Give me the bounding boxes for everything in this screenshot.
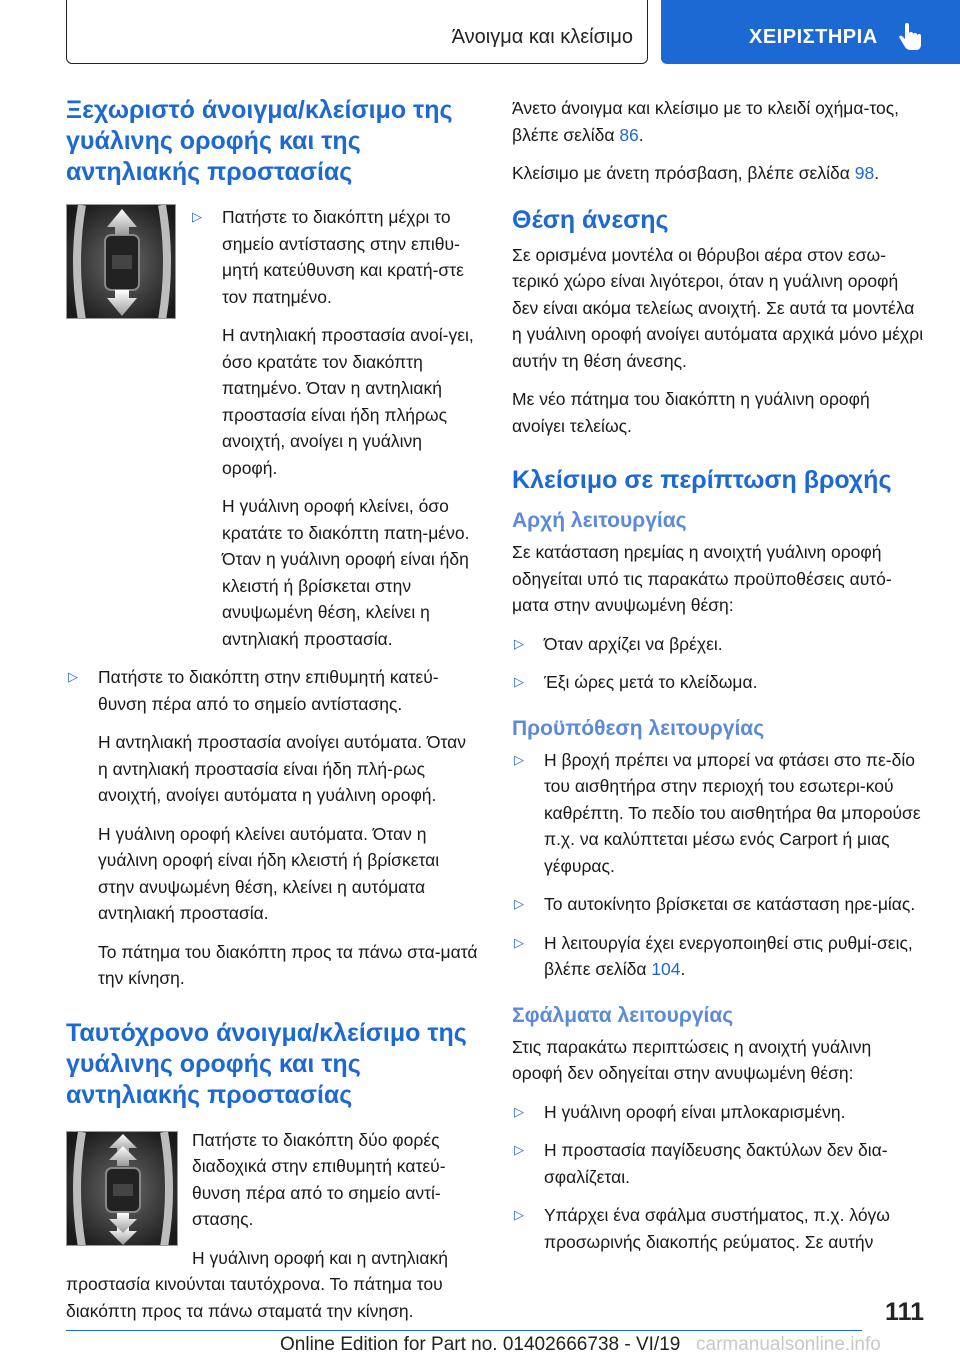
hand-pointer-icon	[895, 22, 925, 52]
list-item	[512, 1202, 924, 1255]
bullet-triangle-icon: ▷	[514, 674, 524, 689]
switch-illustration-single	[66, 204, 176, 319]
page-link[interactable]: 86	[619, 124, 639, 145]
bullet-triangle-icon: ▷	[192, 209, 202, 224]
paragraph: Η γυάλινη οροφή κλείνει, όσο κρατάτε το διακόπτη πατη-μένο. Όταν η γυάλινη οροφή είναι ήδη κλειστή ή βρίσκεται στην ανυψωμένη θέση, κλείνει η αντηλιακή προστασία.	[222, 496, 470, 649]
list-item	[512, 1099, 924, 1126]
footer-divider	[66, 1330, 862, 1331]
paragraph: Η γυάλινη οροφή και η αντηλιακή προστασία κινούνται ταυτόχρονα. Το πάτημα του διακόπτη προς τα πάνω σταματά την κίνηση.	[66, 1247, 449, 1321]
bullet-triangle-icon: ▷	[514, 1142, 524, 1157]
text: .	[874, 163, 880, 183]
paragraph	[512, 160, 924, 187]
bullet-triangle-icon: ▷	[514, 751, 524, 767]
paragraph: Η αντηλιακή προστασία ανοί-γει, όσο κρατάτε τον διακόπτη πατημένο. Όταν η αντηλιακή προστασία είναι ήδη πλήρως ανοιχτή, ανοίγει η γυάλινη οροφή.	[222, 325, 474, 478]
bullet-triangle-icon: ▷	[514, 1207, 524, 1222]
page-number: 111	[885, 1298, 924, 1326]
paragraph	[544, 930, 924, 983]
bullet-triangle-icon: ▷	[514, 896, 524, 911]
paragraph: Με νέο πάτημα του διακόπτη η γυάλινη οροφή ανοίγει τελείως.	[512, 389, 870, 436]
heading-separate-open-close: Ξεχωριστό άνοιγμα/κλείσιμο της γυάλινης οροφής και της αντηλιακής προστασίας	[66, 96, 453, 186]
paragraph: Η γυάλινη οροφή κλείνει αυτόματα. Όταν η γυάλινη οροφή είναι ήδη κλειστή ή βρίσκεται στην ανυψωμένη θέση, κλείνει η αυτόματα αντηλιακή προστασία.	[98, 823, 440, 923]
chapter-tab-label: ΧΕΙΡΙΣΤΗΡΙΑ	[749, 26, 878, 48]
heading-prerequisite: Προϋπόθεση λειτουργίας	[512, 716, 765, 740]
list-item	[190, 204, 480, 652]
list-item	[512, 669, 924, 696]
text: .	[680, 959, 686, 979]
paragraph: Το πάτημα του διακόπτη προς τα πάνω στα-ματά την κίνηση.	[98, 941, 478, 988]
paragraph: Σε κατάσταση ηρεμίας η ανοιχτή γυάλινη οροφή οδηγείται υπό τις παρακάτω προϋποθέσεις αυτό-ματα στην ανυψωμένη θέση:	[512, 542, 892, 615]
heading-malfunctions: Σφάλματα λειτουργίας	[512, 1003, 734, 1027]
watermark: carmanualsonline.info	[696, 1334, 881, 1355]
header-section-box	[66, 0, 648, 64]
roof-switch-image-double	[67, 1132, 178, 1246]
list-item	[512, 930, 924, 983]
roof-switch-image	[67, 205, 176, 319]
paragraph: Πατήστε το διακόπτη δύο φορές διαδοχικά στην επιθυμητή κατεύ-θυνση πέρα από το σημείο αντί-στασης.	[192, 1129, 446, 1229]
bullet-triangle-icon: ▷	[514, 934, 524, 950]
heading-rain-closing: Κλείσιμο σε περίπτωση βροχής	[512, 466, 892, 494]
paragraph: Όταν αρχίζει να βρέχει.	[544, 633, 723, 654]
chapter-tab[interactable]	[661, 0, 960, 64]
paragraph: Σε ορισμένα μοντέλα οι θόρυβοι αέρα στον εσω-τερικό χώρο είναι λιγότεροι, όταν η γυάλινη οροφή δεν είναι ακόμα τελείως ανοιχτή. Σε αυτά τα μοντέλα η γυάλινη οροφή ανοίγει αυτόματα αρχικά μόνο μέχρι αυτήν τη θέση άνεσης.	[512, 244, 924, 371]
text: Κλείσιμο με άνετη πρόσβαση, βλέπε σελίδα	[512, 163, 855, 183]
bullet-triangle-icon: ▷	[514, 1103, 524, 1119]
paragraph: Το αυτοκίνητο βρίσκεται σε κατάσταση ηρε-μίας.	[544, 894, 916, 914]
text: Άνετο άνοιγμα και κλείσιμο με το κλειδί οχήμα-τος, βλέπε σελίδα	[512, 98, 900, 145]
paragraph	[512, 95, 924, 148]
right-column	[512, 95, 924, 1267]
paragraph: Η γυάλινη οροφή είναι μπλοκαρισμένη.	[544, 1101, 846, 1122]
bullet-triangle-icon: ▷	[68, 669, 78, 684]
paragraph: Η βροχή πρέπει να μπορεί να φτάσει στο πε-δίο του αισθητήρα στην περιοχή του εσωτερι-κού καθρέπτη. Το πεδίο του αισθητήρα θα μπορούσε π.χ. να καλύπτεται μέσω ενός Carport ή μιας γέφυρας.	[544, 749, 921, 876]
heading-comfort-position: Θέση άνεσης	[512, 205, 669, 234]
paragraph: Η προστασία παγίδευσης δακτύλων δεν δια-σφαλίζεται.	[544, 1140, 888, 1187]
paragraph: Πατήστε το διακόπτη στην επιθυμητή κατεύ-θυνση πέρα από το σημείο αντίστασης.	[98, 667, 439, 714]
paragraph: Υπάρχει ένα σφάλμα συστήματος, π.χ. λόγω προσωρινής διακοπής ρεύματος. Σε αυτήν	[544, 1205, 890, 1252]
page-link[interactable]: 104	[651, 959, 681, 979]
edition-note: Online Edition for Part no. 01402666738 - VI/19	[280, 1334, 681, 1355]
text: Η λειτουργία έχει ενεργοποιηθεί στις ρυθμί-σεις, βλέπε σελίδα	[544, 932, 913, 979]
bullet-triangle-icon: ▷	[514, 635, 524, 651]
paragraph: Στις παρακάτω περιπτώσεις η ανοιχτή γυάλινη οροφή δεν οδηγείται στην ανυψωμένη θέση:	[512, 1036, 872, 1083]
list-item	[512, 631, 924, 658]
paragraph: Πατήστε το διακόπτη μέχρι το σημείο αντίστασης στην επιθυ-μητή κατεύθυνση και κρατή-στε τον πατημένο.	[222, 207, 464, 307]
left-column	[66, 95, 480, 1336]
section-title: Άνοιγμα και κλείσιμο	[451, 26, 633, 48]
heading-simultaneous-open-close: Ταυτόχρονο άνοιγμα/κλείσιμο της γυάλινης οροφής και της αντηλιακής προστασίας	[66, 1018, 467, 1109]
list-item	[512, 891, 924, 918]
list-item	[512, 747, 924, 880]
heading-principle: Αρχή λειτουργίας	[512, 509, 687, 532]
list-item	[512, 1137, 924, 1190]
page-link[interactable]: 98	[854, 163, 875, 183]
text: .	[638, 124, 644, 145]
paragraph: Έξι ώρες μετά το κλείδωμα.	[544, 672, 758, 692]
list-item	[66, 664, 480, 992]
switch-illustration-double	[66, 1131, 178, 1246]
paragraph: Η αντηλιακή προστασία ανοίγει αυτόματα. Όταν η αντηλιακή προστασία είναι ήδη πλή-ρως ανοιχτή, ανοίγει αυτόματα η γυάλινη οροφή.	[98, 732, 467, 805]
